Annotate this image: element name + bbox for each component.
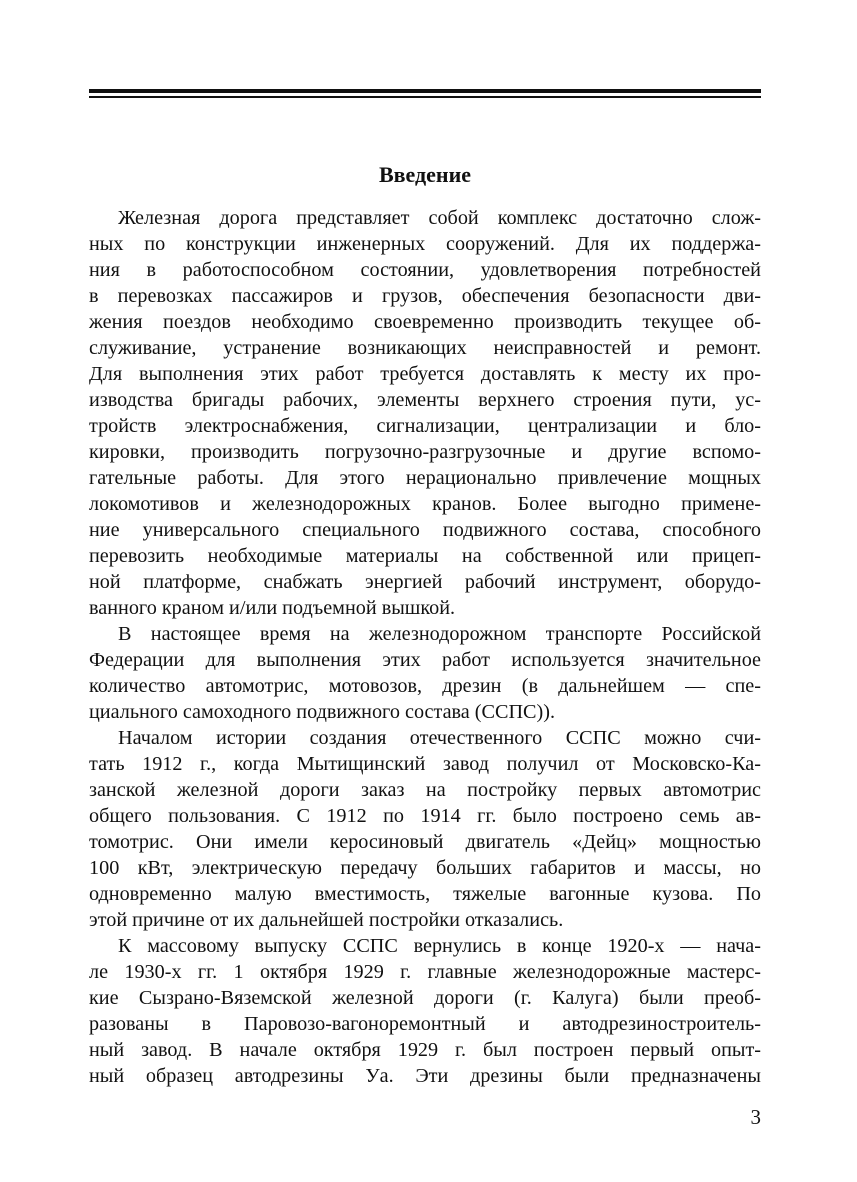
text-line: общего пользования. С 1912 по 1914 гг. было построено семь ав- — [89, 805, 761, 827]
text-line: изводства бригады рабочих, элементы верхнего строения пути, ус- — [89, 389, 761, 411]
text-line: В настоящее время на железнодорожном транспорте Российской — [118, 623, 761, 645]
text-line: занской железной дороги заказ на постройку первых автомотрис — [89, 779, 761, 801]
text-line: тать 1912 г., когда Мытищинский завод получил от Московско-Ка- — [89, 753, 761, 775]
text-line: ных по конструкции инженерных сооружений. Для их поддержа- — [89, 233, 761, 255]
text-line: разованы в Паровозо-вагоноремонтный и автодрезиностроитель- — [89, 1013, 761, 1035]
paragraph — [89, 205, 761, 621]
body-text — [89, 205, 761, 1089]
text-line: количество автомотрис, мотовозов, дрезин (в дальнейшем — спе- — [89, 675, 761, 697]
text-line: Для выполнения этих работ требуется доставлять к месту их про- — [89, 363, 761, 385]
page-number: 3 — [750, 1105, 761, 1129]
text-line: тройств электроснабжения, сигнализации, централизации и бло- — [89, 415, 761, 437]
text-line: кировки, производить погрузочно-разгрузочные и другие вспомо- — [89, 441, 761, 463]
text-line: Началом истории создания отечественного ССПС можно счи- — [118, 727, 761, 749]
paragraph — [89, 933, 761, 1089]
text-line: Железная дорога представляет собой комплекс достаточно слож- — [118, 207, 761, 229]
text-line: ние универсального специального подвижного состава, способного — [89, 519, 761, 541]
text-line: ный образец автодрезины Уа. Эти дрезины были предназначены — [89, 1065, 761, 1087]
text-line: томотрис. Они имели керосиновый двигатель «Дейц» мощностью — [89, 831, 761, 853]
text-line: ле 1930-х гг. 1 октября 1929 г. главные железнодорожные мастерс- — [89, 961, 761, 983]
text-line: ванного краном и/или подъемной вышкой. — [89, 597, 456, 619]
text-line: ный завод. В начале октября 1929 г. был построен первый опыт- — [89, 1039, 761, 1061]
paragraph — [89, 621, 761, 725]
text-line: ния в работоспособном состоянии, удовлетворения потребностей — [89, 259, 761, 281]
text-line: одновременно малую вместимость, тяжелые вагонные кузова. По — [89, 883, 761, 905]
text-line: Федерации для выполнения этих работ используется значительное — [89, 649, 761, 671]
text-line: перевозить необходимые материалы на собственной или прицеп- — [89, 545, 761, 567]
text-line: гательные работы. Для этого нерационально привлечение мощных — [89, 467, 761, 489]
text-line: кие Сызрано-Вяземской железной дороги (г. Калуга) были преоб- — [89, 987, 761, 1009]
header-rule-thin — [89, 96, 761, 98]
section-heading: Введение — [378, 162, 472, 187]
text-line: этой причине от их дальнейшей постройки отказались. — [89, 909, 564, 931]
text-line: локомотивов и железнодорожных кранов. Более выгодно примене- — [89, 493, 761, 515]
text-line: 100 кВт, электрическую передачу больших габаритов и массы, но — [89, 857, 761, 879]
text-line: в перевозках пассажиров и грузов, обеспечения безопасности дви- — [89, 285, 761, 307]
text-line: жения поездов необходимо своевременно производить текущее об- — [89, 311, 761, 333]
text-line: К массовому выпуску ССПС вернулись в конце 1920-х — нача- — [118, 935, 761, 957]
text-line: циального самоходного подвижного состава (ССПС)). — [89, 701, 555, 723]
text-line: ной платформе, снабжать энергией рабочий инструмент, оборудо- — [89, 571, 761, 593]
header-rule-thick — [89, 89, 761, 93]
text-line: служивание, устранение возникающих неисправностей и ремонт. — [89, 337, 761, 359]
paragraph — [89, 725, 761, 933]
